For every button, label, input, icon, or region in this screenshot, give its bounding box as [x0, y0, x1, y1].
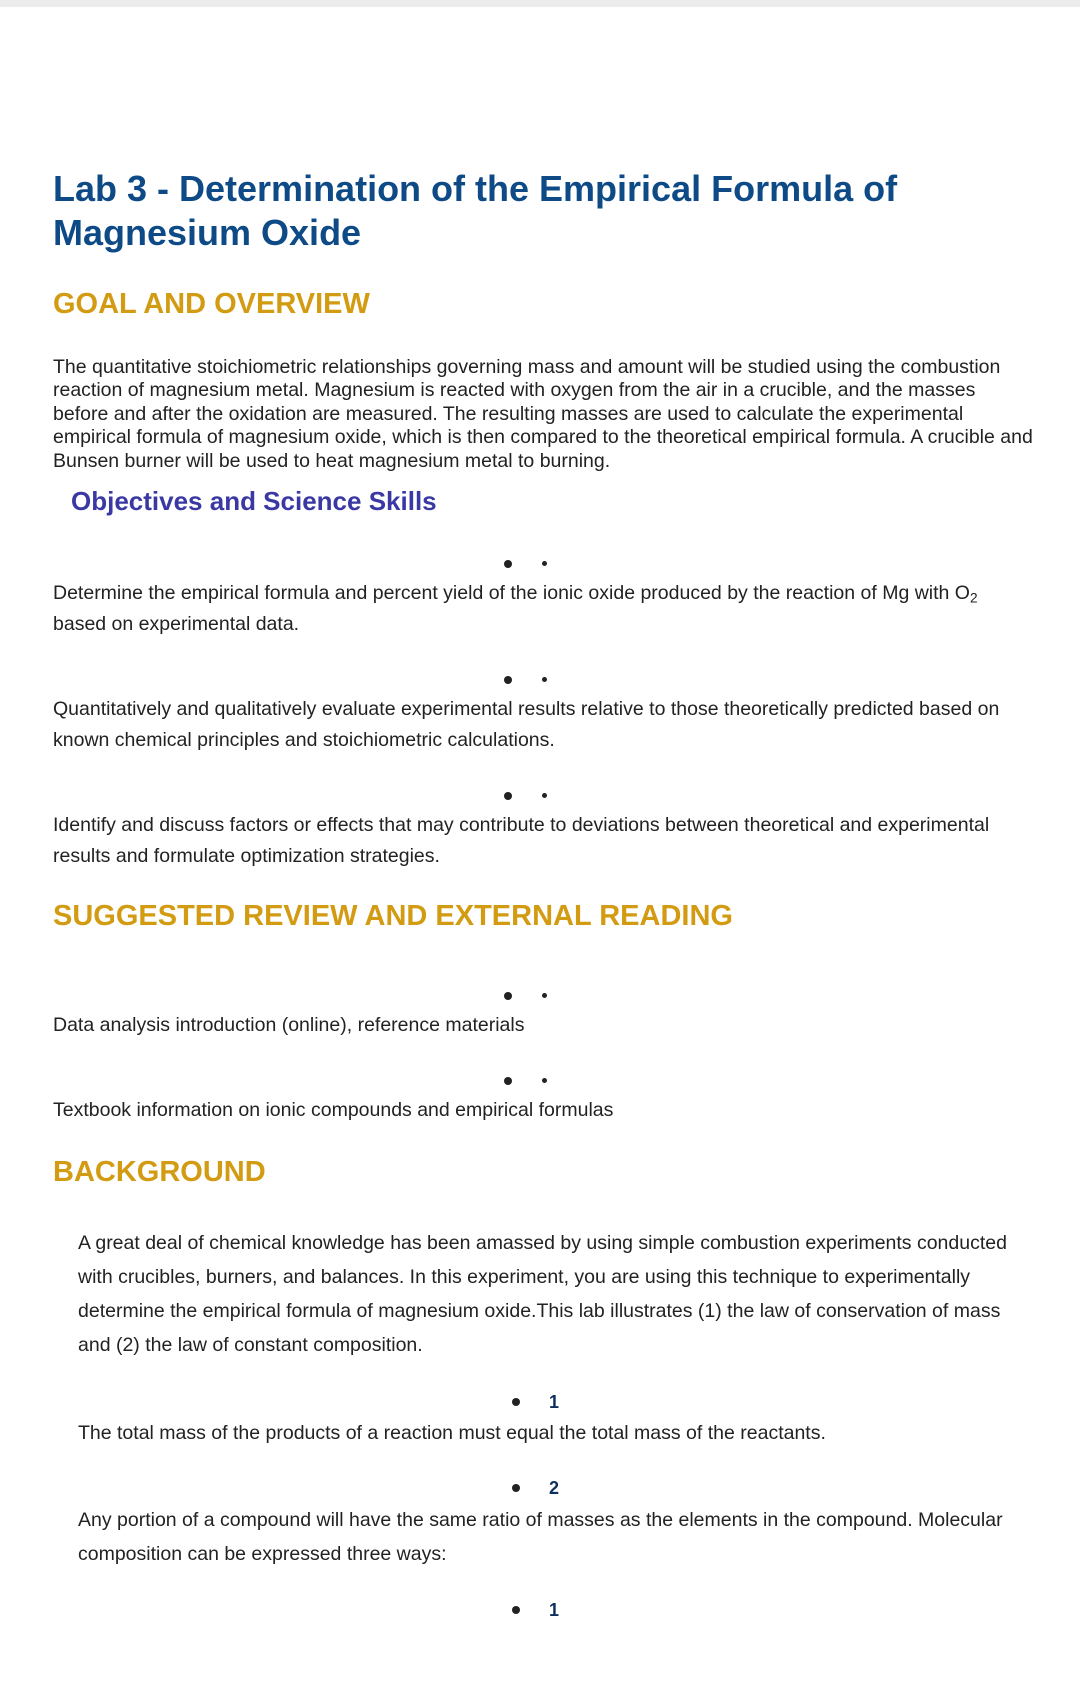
objectives-heading: Objectives and Science Skills — [71, 486, 437, 516]
law-item-2: Any portion of a compound will have the same ratio of masses as the elements in the compound. Molecular composition can be expressed three ways: — [78, 1509, 1003, 1565]
reading-heading: SUGGESTED REVIEW AND EXTERNAL READING — [53, 900, 733, 932]
reading-item-2: Textbook information on ionic compounds and empirical formulas — [53, 1099, 614, 1121]
background-paragraph: A great deal of chemical knowledge has been amassed by using simple combustion experiments conducted with crucibles, burners, and balances. In this experiment, you are using this technique to experimentally determine the empirical formula of magnesium oxide.This lab illustrates (1) the law of conservation of mass and (2) the law of constant composition. — [78, 1232, 1007, 1356]
reading-item-1: Data analysis introduction (online), reference materials — [53, 1014, 525, 1036]
law-item-1: The total mass of the products of a reaction must equal the total mass of the reactants. — [78, 1422, 826, 1444]
goal-heading: GOAL AND OVERVIEW — [53, 288, 370, 320]
objective-item-2: Quantitatively and qualitatively evaluate experimental results relative to those theoretically predicted based on known chemical principles and stoichiometric calculations. — [53, 698, 1000, 751]
objective-item-3: Identify and discuss factors or effects that may contribute to deviations between theoretical and experimental results and formulate optimization strategies. — [53, 814, 990, 867]
objective-item-1: Determine the empirical formula and percent yield of the ionic oxide produced by the reaction of Mg with $O_2$ based on experimental data. — [53, 582, 978, 635]
page-title: Lab 3 - Determination of the Empirical Formula of Magnesium Oxide — [53, 168, 898, 253]
background-heading: BACKGROUND — [53, 1156, 266, 1188]
top-bar — [0, 0, 1080, 7]
overview-paragraph: The quantitative stoichiometric relationships governing mass and amount will be studied using the combustion reaction of magnesium metal. Magnesium is reacted with oxygen from the air in a crucible, and the masses before and after the oxidation are measured. The resulting masses are used to calculate the experimental empirical formula of magnesium oxide, which is then compared to the theoretical empirical formula. A crucible and Bunsen burner will be used to heat magnesium metal to burning. — [53, 356, 1033, 472]
